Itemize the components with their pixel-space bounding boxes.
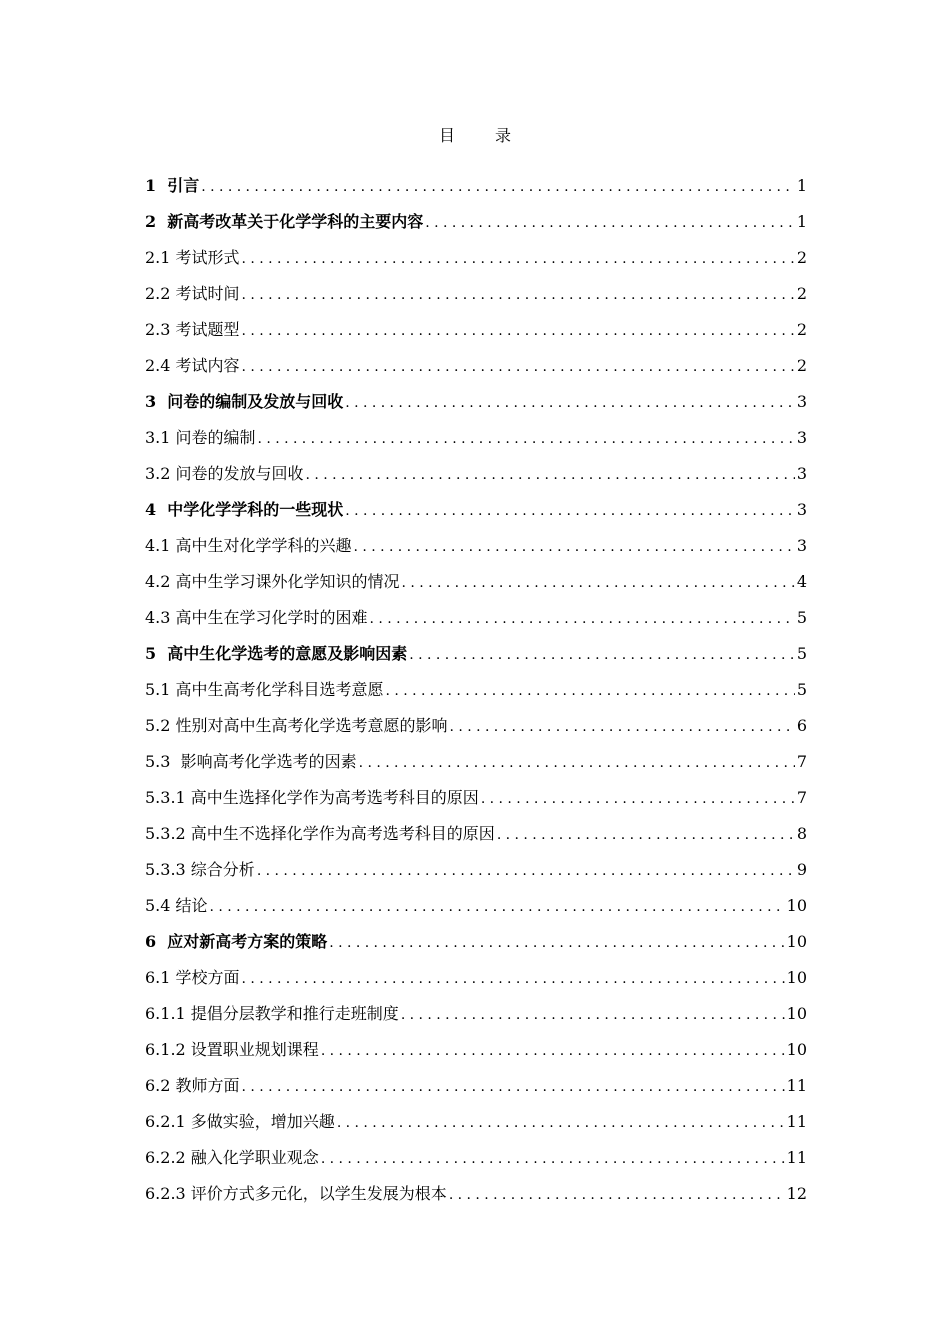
toc-dot-leader — [386, 679, 795, 703]
toc-entry[interactable] — [145, 678, 807, 714]
toc-entry-page-number: 8 — [796, 824, 807, 843]
toc-entry-number: 5.4 — [145, 896, 176, 915]
toc-entry-page-number: 11 — [786, 1076, 807, 1095]
toc-dot-leader — [242, 319, 795, 343]
toc-entry-number: 4.1 — [145, 536, 176, 555]
toc-entry[interactable] — [145, 642, 807, 678]
toc-entry[interactable] — [145, 318, 807, 354]
toc-entry-page-number: 5 — [796, 608, 807, 627]
toc-entry-title: 提倡分层教学和推行走班制度 — [190, 1004, 399, 1023]
toc-dot-leader — [345, 499, 795, 523]
toc-entry-number: 6.1 — [145, 968, 176, 987]
toc-entry-number: 4.3 — [145, 608, 176, 627]
toc-entry-title: 性别对高中生高考化学选考意愿的影响 — [175, 716, 448, 735]
toc-entry-number: 3.1 — [145, 428, 176, 447]
toc-entry-title: 评价方式多元化，以学生发展为根本 — [190, 1184, 447, 1203]
toc-entry-number: 5.3.1 — [145, 788, 191, 807]
toc-entry-number: 2.4 — [145, 356, 176, 375]
toc-dot-leader — [242, 967, 785, 991]
toc-entry-title: 融入化学职业观念 — [190, 1148, 319, 1167]
toc-entry-number: 2.2 — [145, 284, 176, 303]
toc-entry-page-number: 4 — [796, 572, 807, 591]
toc-entry[interactable] — [145, 462, 807, 498]
toc-entry-number: 3.2 — [145, 464, 176, 483]
toc-entry[interactable] — [145, 1074, 807, 1110]
toc-entry[interactable] — [145, 750, 807, 786]
toc-entry-number: 5.3.2 — [145, 824, 191, 843]
toc-entry-page-number: 6 — [796, 716, 807, 735]
toc-entry-title: 高中生高考化学科目选考意愿 — [175, 680, 384, 699]
toc-dot-leader — [242, 247, 795, 271]
toc-entry-number: 6.1.2 — [145, 1040, 191, 1059]
toc-entry-title: 问卷的发放与回收 — [175, 464, 304, 483]
toc-entry[interactable] — [145, 930, 807, 966]
toc-list — [145, 174, 807, 1218]
toc-dot-leader — [337, 1111, 785, 1135]
toc-dot-leader — [354, 535, 795, 559]
toc-entry-page-number: 10 — [786, 932, 807, 951]
toc-entry[interactable] — [145, 246, 807, 282]
toc-dot-leader — [449, 1183, 785, 1207]
toc-entry[interactable] — [145, 714, 807, 750]
toc-entry-title: 高中生在学习化学时的困难 — [175, 608, 368, 627]
toc-dot-leader — [497, 823, 795, 847]
toc-dot-leader — [321, 1147, 785, 1171]
toc-entry-title: 引言 — [167, 176, 200, 195]
toc-dot-leader — [242, 355, 795, 379]
toc-entry-title: 学校方面 — [175, 968, 240, 987]
toc-title: 目录 — [438, 126, 551, 145]
toc-dot-leader — [450, 715, 795, 739]
toc-entry-number: 5 — [145, 644, 168, 663]
toc-dot-leader — [306, 463, 795, 487]
toc-entry-page-number: 12 — [786, 1184, 807, 1203]
toc-entry-number: 6.2.3 — [145, 1184, 191, 1203]
toc-entry[interactable] — [145, 498, 807, 534]
toc-entry-title: 应对新高考方案的策略 — [167, 932, 328, 951]
toc-entry-page-number: 3 — [796, 428, 807, 447]
toc-dot-leader — [201, 175, 795, 199]
toc-entry-number: 4 — [145, 500, 168, 519]
toc-entry-title: 问卷的编制 — [175, 428, 256, 447]
toc-entry[interactable] — [145, 966, 807, 1002]
toc-entry[interactable] — [145, 174, 807, 210]
toc-entry-number: 5.1 — [145, 680, 176, 699]
toc-entry-title: 考试形式 — [175, 248, 240, 267]
toc-entry[interactable] — [145, 534, 807, 570]
toc-entry-title: 高中生不选择化学作为高考选考科目的原因 — [190, 824, 495, 843]
toc-entry-page-number: 5 — [796, 644, 807, 663]
toc-entry[interactable] — [145, 282, 807, 318]
toc-entry-page-number: 3 — [796, 464, 807, 483]
toc-entry-title: 考试内容 — [175, 356, 240, 375]
toc-entry-title: 考试题型 — [175, 320, 240, 339]
toc-entry[interactable] — [145, 210, 807, 246]
toc-entry-page-number: 1 — [796, 176, 807, 195]
toc-entry-title: 问卷的编制及发放与回收 — [167, 392, 344, 411]
toc-entry-number: 6 — [145, 932, 168, 951]
toc-entry[interactable] — [145, 786, 807, 822]
toc-dot-leader — [481, 787, 795, 811]
toc-entry-number: 5.3 — [145, 752, 181, 771]
toc-entry-page-number: 11 — [786, 1148, 807, 1167]
toc-entry-page-number: 3 — [796, 536, 807, 555]
toc-entry-page-number: 7 — [796, 752, 807, 771]
toc-entry[interactable] — [145, 1038, 807, 1074]
toc-entry-title: 高中生化学选考的意愿及影响因素 — [167, 644, 408, 663]
toc-entry[interactable] — [145, 606, 807, 642]
toc-entry-page-number: 11 — [786, 1112, 807, 1131]
toc-entry-page-number: 2 — [796, 356, 807, 375]
toc-entry-page-number: 2 — [796, 320, 807, 339]
toc-dot-leader — [401, 1003, 785, 1027]
toc-entry-number: 2.3 — [145, 320, 176, 339]
toc-entry-title: 高中生对化学学科的兴趣 — [175, 536, 352, 555]
toc-entry-number: 5.3.3 — [145, 860, 191, 879]
toc-entry-title: 新高考改革关于化学学科的主要内容 — [167, 212, 424, 231]
toc-entry-page-number: 2 — [796, 284, 807, 303]
toc-entry-title: 高中生选择化学作为高考选考科目的原因 — [190, 788, 479, 807]
toc-dot-leader — [425, 211, 795, 235]
toc-entry-page-number: 2 — [796, 248, 807, 267]
toc-dot-leader — [409, 643, 795, 667]
toc-entry-number: 6.2 — [145, 1076, 176, 1095]
toc-dot-leader — [210, 895, 785, 919]
toc-entry-title: 多做实验，增加兴趣 — [190, 1112, 335, 1131]
toc-entry-page-number: 5 — [796, 680, 807, 699]
toc-entry-number: 2.1 — [145, 248, 176, 267]
toc-entry[interactable] — [145, 1146, 807, 1182]
toc-entry[interactable] — [145, 822, 807, 858]
toc-entry[interactable] — [145, 390, 807, 426]
toc-entry[interactable] — [145, 1182, 807, 1218]
toc-dot-leader — [329, 931, 784, 955]
toc-entry-number: 2 — [145, 212, 168, 231]
toc-entry-title: 中学化学学科的一些现状 — [167, 500, 344, 519]
toc-entry-title: 结论 — [175, 896, 208, 915]
toc-entry-number: 1 — [145, 176, 168, 195]
toc-entry-title: 高中生学习课外化学知识的情况 — [175, 572, 400, 591]
toc-entry-number: 5.2 — [145, 716, 176, 735]
toc-entry[interactable] — [145, 894, 807, 930]
toc-entry-title: 设置职业规划课程 — [190, 1040, 319, 1059]
toc-entry-title: 影响高考化学选考的因素 — [180, 752, 357, 771]
toc-entry-page-number: 9 — [796, 860, 807, 879]
toc-entry-title: 综合分析 — [190, 860, 255, 879]
toc-entry-title: 教师方面 — [175, 1076, 240, 1095]
toc-entry[interactable] — [145, 1110, 807, 1146]
toc-entry[interactable] — [145, 858, 807, 894]
toc-entry[interactable] — [145, 354, 807, 390]
toc-entry-number: 4.2 — [145, 572, 176, 591]
toc-dot-leader — [345, 391, 795, 415]
toc-entry[interactable] — [145, 426, 807, 462]
toc-entry-page-number: 10 — [786, 1004, 807, 1023]
toc-entry[interactable] — [145, 570, 807, 606]
toc-entry-page-number: 1 — [796, 212, 807, 231]
toc-entry-page-number: 10 — [786, 1040, 807, 1059]
toc-entry-number: 6.2.1 — [145, 1112, 191, 1131]
toc-dot-leader — [321, 1039, 785, 1063]
toc-entry-number: 6.1.1 — [145, 1004, 191, 1023]
toc-entry-page-number: 3 — [796, 392, 807, 411]
toc-dot-leader — [359, 751, 795, 775]
toc-dot-leader — [242, 283, 795, 307]
toc-entry-title: 考试时间 — [175, 284, 240, 303]
toc-dot-leader — [242, 1075, 785, 1099]
toc-entry-page-number: 10 — [786, 968, 807, 987]
toc-entry[interactable] — [145, 1002, 807, 1038]
toc-entry-page-number: 7 — [796, 788, 807, 807]
toc-dot-leader — [258, 427, 795, 451]
toc-dot-leader — [402, 571, 795, 595]
toc-entry-page-number: 3 — [796, 500, 807, 519]
toc-entry-number: 3 — [145, 392, 168, 411]
toc-dot-leader — [370, 607, 795, 631]
toc-dot-leader — [257, 859, 795, 883]
toc-entry-number: 6.2.2 — [145, 1148, 191, 1167]
toc-entry-page-number: 10 — [786, 896, 807, 915]
